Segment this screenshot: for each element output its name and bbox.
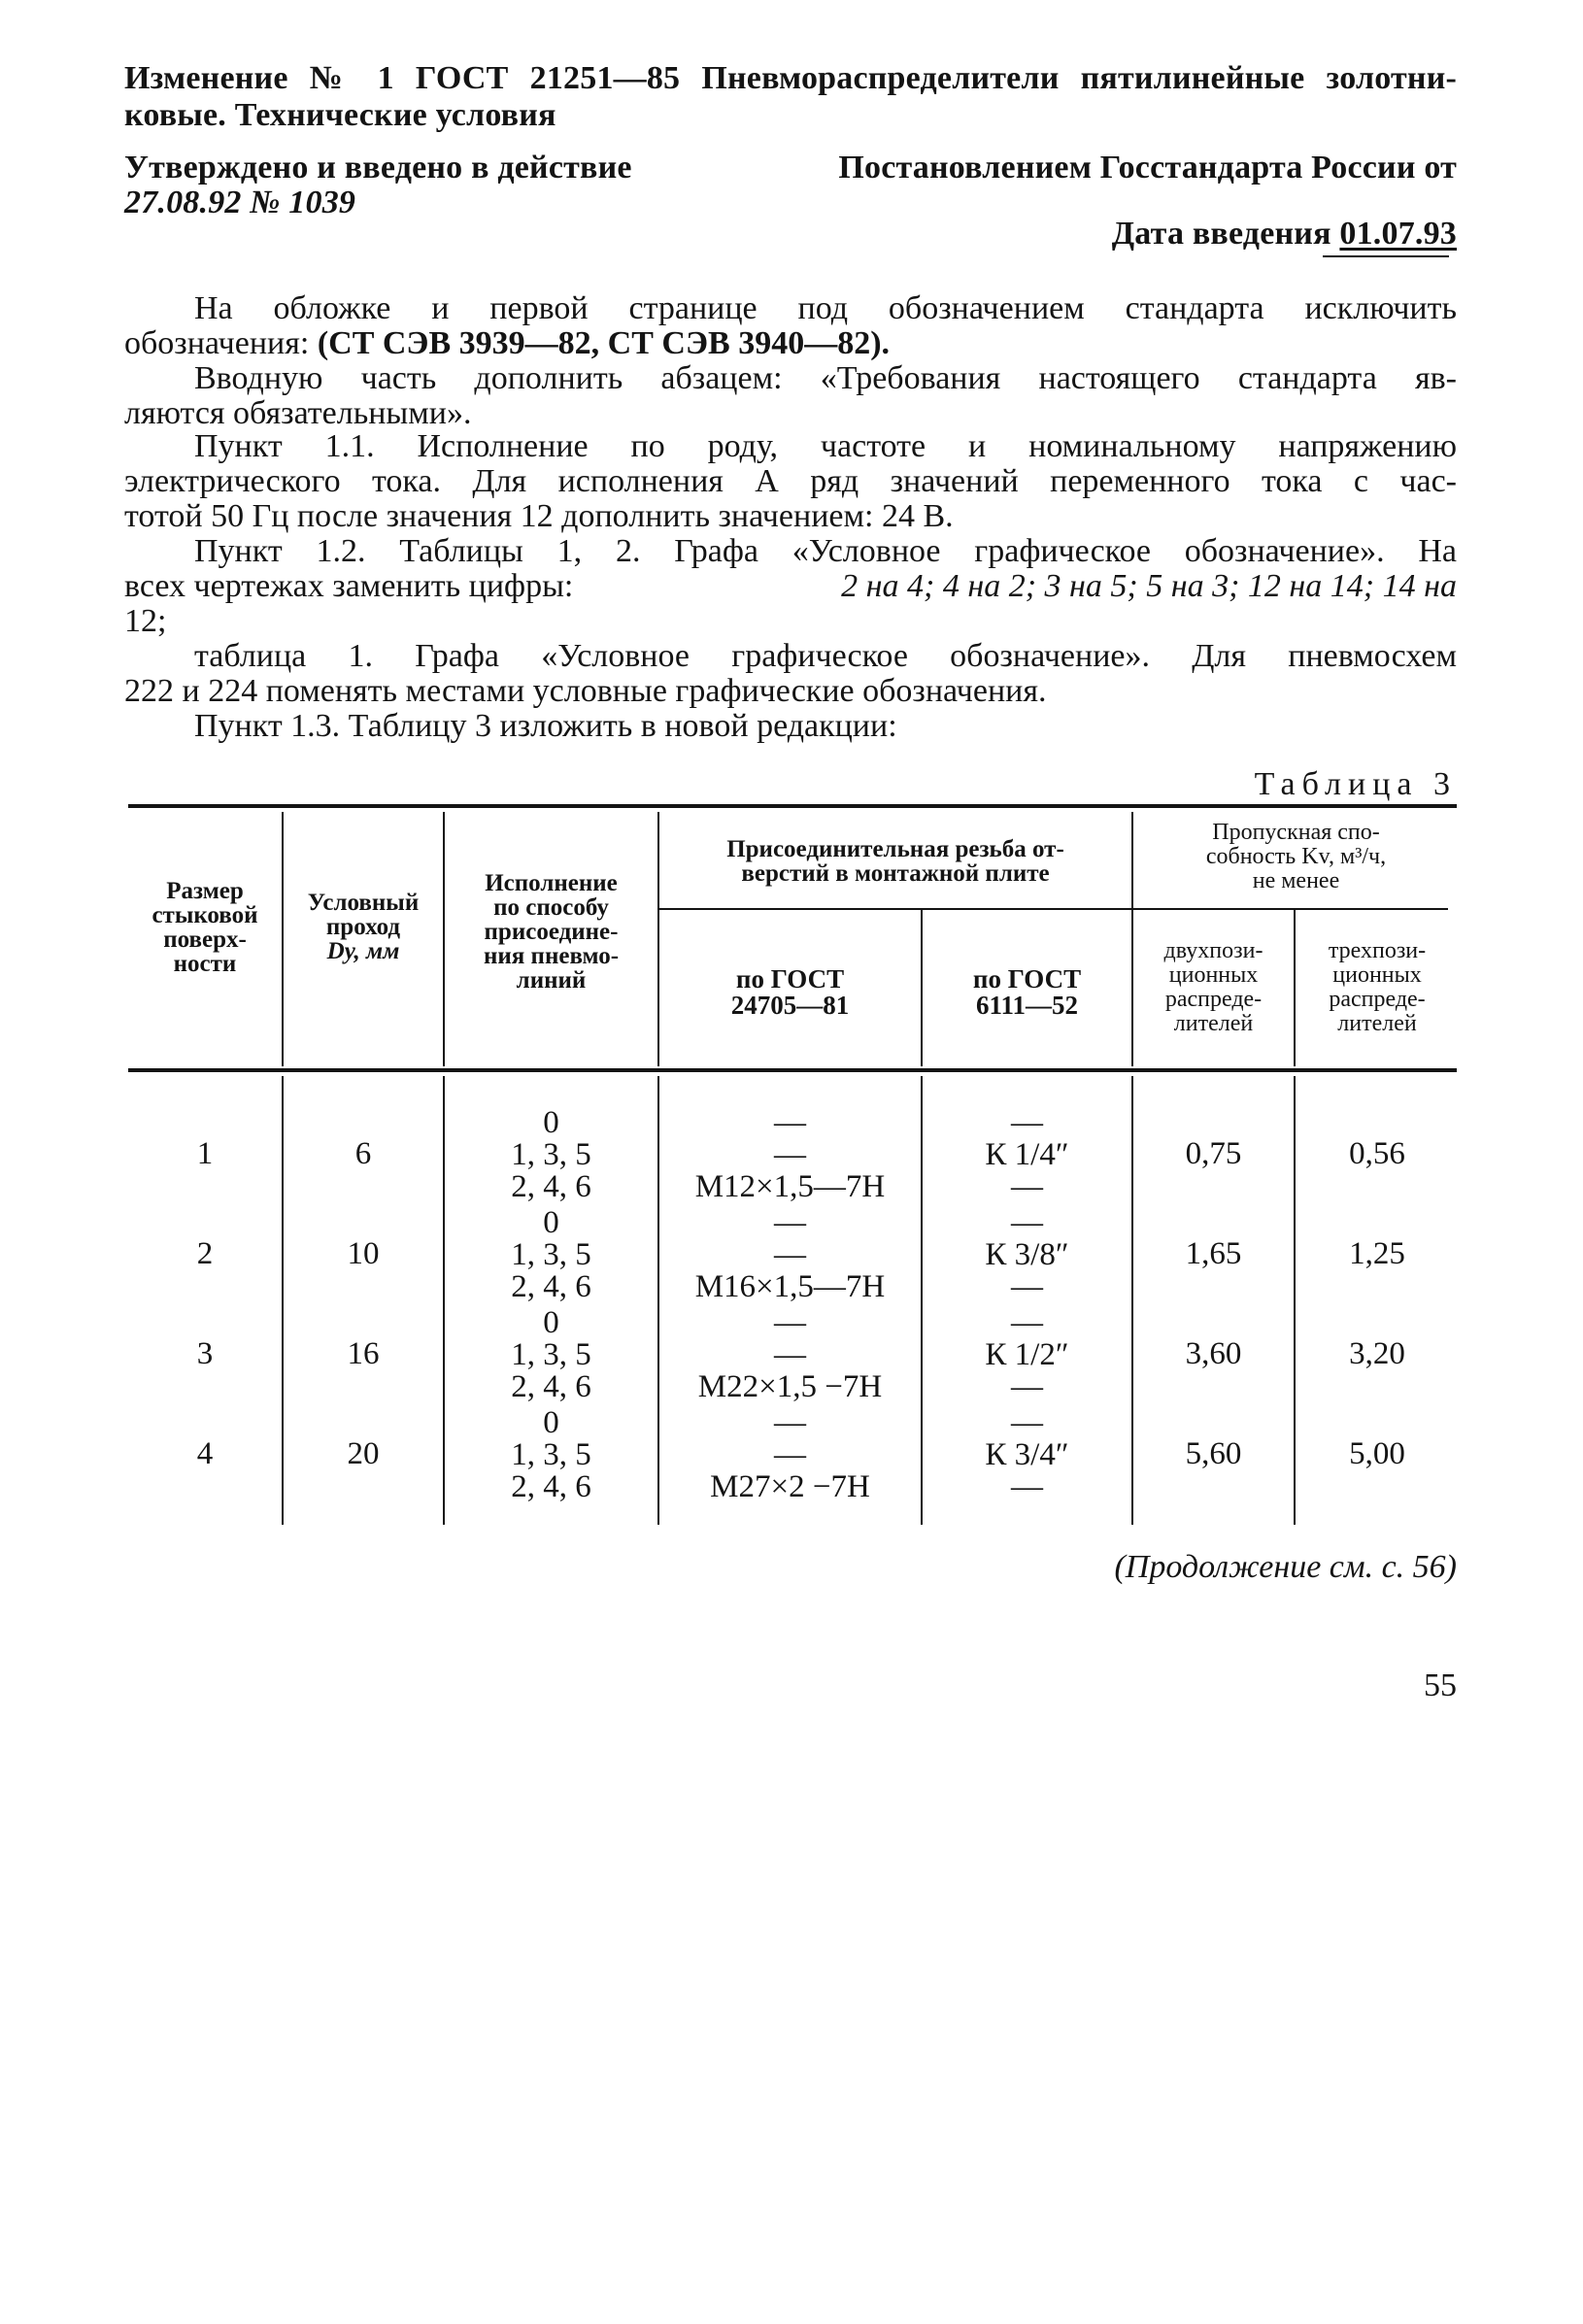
header-line-1: Изменение № 1 ГОСТ 21251—85 Пневмораспределители пятилинейные золотни- bbox=[124, 60, 1457, 96]
body-vline-2 bbox=[443, 1076, 445, 1525]
cell-gost2-1: К 1/4″ bbox=[985, 1137, 1069, 1172]
cell-size: 3 bbox=[196, 1336, 214, 1371]
th-size-l3: поверх- bbox=[163, 926, 247, 953]
p5-line-1: таблица 1. Графа «Условное графическое обозначение». Для пневмосхем bbox=[194, 638, 1457, 674]
cell-three-pos: 3,20 bbox=[1349, 1336, 1405, 1371]
page-number: 55 bbox=[1424, 1667, 1457, 1703]
p3-line-1: Пункт 1.1. Исполнение по роду, частоте и номинальному напряжению bbox=[194, 428, 1457, 464]
p1-line-2 bbox=[124, 326, 1457, 361]
approved-right: Постановлением Госстандарта России от bbox=[838, 150, 1457, 185]
th-size-l4: ности bbox=[173, 951, 237, 977]
th-three-l2: ционных bbox=[1332, 962, 1422, 988]
header-line-2: ковые. Технические условия bbox=[124, 97, 556, 133]
cell-gost2-1: К 3/8″ bbox=[985, 1237, 1069, 1272]
cell-gost1 bbox=[661, 1107, 919, 1203]
cell-exec-2: 2, 4, 6 bbox=[511, 1369, 591, 1404]
cell-gost1-0: — bbox=[774, 1105, 806, 1140]
th-two-l4: лителей bbox=[1173, 1011, 1254, 1036]
body-vline-3 bbox=[657, 1076, 659, 1525]
th-thread-l2: верстий в монтажной плите bbox=[741, 860, 1050, 887]
cell-exec-1: 1, 3, 5 bbox=[511, 1237, 591, 1272]
intro-date bbox=[971, 216, 1457, 253]
cell-exec-1: 1, 3, 5 bbox=[511, 1337, 591, 1372]
cell-gost2-2: — bbox=[1011, 1469, 1043, 1504]
cell-gost2-2: — bbox=[1011, 1269, 1043, 1304]
cell-gost1-0: — bbox=[774, 1405, 806, 1440]
cell-exec-1: 1, 3, 5 bbox=[511, 1437, 591, 1472]
cell-gost1-2: М22×1,5 −7Н bbox=[697, 1369, 883, 1404]
cell-gost2-0: — bbox=[1011, 1105, 1043, 1140]
cell-gost2-2: — bbox=[1011, 1169, 1043, 1204]
cell-three-pos: 0,56 bbox=[1349, 1136, 1405, 1171]
cell-gost1-0: — bbox=[774, 1205, 806, 1240]
intro-date-value: 01.07.93 bbox=[1339, 216, 1457, 252]
cell-exec bbox=[447, 1407, 656, 1503]
cell-gost1 bbox=[661, 1407, 919, 1503]
hdr-vline-2 bbox=[443, 812, 445, 1066]
cell-two-pos: 3,60 bbox=[1185, 1336, 1242, 1371]
th-three-l4: лителей bbox=[1337, 1011, 1417, 1036]
cell-size: 1 bbox=[196, 1136, 214, 1171]
cell-gost2-0: — bbox=[1011, 1205, 1043, 1240]
cell-gost1-2: М12×1,5—7Н bbox=[694, 1169, 886, 1204]
th-flow-l2: собность Kv, м³/ч, bbox=[1205, 844, 1387, 869]
cell-gost2-0: — bbox=[1011, 1305, 1043, 1340]
th-thread-group bbox=[661, 837, 1129, 886]
hdr-vline-1 bbox=[282, 812, 284, 1066]
cell-gost2 bbox=[925, 1307, 1129, 1403]
date-rule bbox=[1323, 255, 1449, 257]
p4-line-1: Пункт 1.2. Таблицы 1, 2. Графа «Условное графическое обозначение». На bbox=[194, 533, 1457, 569]
cell-gost2-1: К 1/2″ bbox=[985, 1337, 1069, 1372]
p6-line-1: Пункт 1.3. Таблицу 3 изложить в новой редакции: bbox=[194, 708, 897, 744]
cell-two-pos: 0,75 bbox=[1185, 1136, 1242, 1171]
hdr-vline-4 bbox=[921, 910, 923, 1066]
th-exec bbox=[447, 871, 656, 993]
th-gost2-l2: 6111—52 bbox=[975, 991, 1079, 1020]
cell-gost1-1: — bbox=[774, 1137, 806, 1172]
cell-exec-1: 1, 3, 5 bbox=[511, 1137, 591, 1172]
p4-line-2-text: всех чертежах заменить цифры: bbox=[124, 568, 574, 604]
th-two-l2: ционных bbox=[1168, 962, 1259, 988]
cell-two-pos: 1,65 bbox=[1185, 1236, 1242, 1271]
cell-gost1 bbox=[661, 1307, 919, 1403]
p3-line-3: тотой 50 Гц после значения 12 дополнить значением: 24 В. bbox=[124, 498, 954, 534]
table-top-rule bbox=[128, 804, 1457, 808]
cell-exec-2: 2, 4, 6 bbox=[511, 1269, 591, 1304]
hdr-vline-6 bbox=[1294, 910, 1296, 1066]
p3-line-2: электрического тока. Для исполнения А ряд значений переменного тока с час- bbox=[124, 463, 1457, 499]
p1-line-2-text: обозначения: bbox=[124, 325, 310, 361]
th-size bbox=[130, 879, 280, 976]
cell-three-pos: 5,00 bbox=[1349, 1436, 1405, 1471]
th-three-l3: распреде- bbox=[1329, 987, 1426, 1012]
th-thread-l1: Присоединительная резьба от- bbox=[726, 836, 1064, 862]
p4-line-2-replacements: 2 на 4; 4 на 2; 3 на 5; 5 на 3; 12 на 14; 14 на bbox=[841, 568, 1457, 604]
th-exec-l1: Исполнение bbox=[485, 870, 618, 896]
continuation-note: (Продолжение см. с. 56) bbox=[1114, 1549, 1457, 1585]
th-size-l1: Размер bbox=[166, 878, 244, 904]
cell-gost2 bbox=[925, 1407, 1129, 1503]
cell-exec-2: 2, 4, 6 bbox=[511, 1469, 591, 1504]
cell-gost1-2: М27×2 −7Н bbox=[710, 1469, 870, 1504]
th-bore-symbol: Dу, мм bbox=[326, 938, 400, 964]
cell-exec-0: 0 bbox=[543, 1405, 559, 1440]
cell-exec-0: 0 bbox=[543, 1105, 559, 1140]
th-gost1 bbox=[661, 966, 919, 1019]
table-subheader-rule bbox=[659, 908, 1448, 910]
cell-gost2-1: К 3/4″ bbox=[985, 1437, 1069, 1472]
cell-gost1-0: — bbox=[774, 1305, 806, 1340]
p2-line-1: Вводную часть дополнить абзацем: «Требования настоящего стандарта яв- bbox=[194, 360, 1457, 396]
approved-decree: 27.08.92 № 1039 bbox=[124, 185, 356, 220]
cell-gost1-1: — bbox=[774, 1437, 806, 1472]
cell-bore: 6 bbox=[354, 1136, 372, 1171]
cell-bore: 10 bbox=[347, 1236, 380, 1271]
th-gost2-l1: по ГОСТ bbox=[972, 964, 1082, 994]
p2-line-2: ляются обязательными». bbox=[124, 395, 472, 431]
th-bore bbox=[286, 891, 441, 963]
cell-gost2 bbox=[925, 1207, 1129, 1303]
cell-bore: 20 bbox=[347, 1436, 380, 1471]
body-vline-4 bbox=[921, 1076, 923, 1525]
cell-three-pos: 1,25 bbox=[1349, 1236, 1405, 1271]
th-two-l1: двухпози- bbox=[1163, 938, 1263, 963]
p5-line-2: 222 и 224 поменять местами условные графические обозначения. bbox=[124, 673, 1047, 709]
cell-size: 2 bbox=[196, 1236, 214, 1271]
hdr-vline-3 bbox=[657, 812, 659, 1066]
cell-gost2-2: — bbox=[1011, 1369, 1043, 1404]
cell-exec-0: 0 bbox=[543, 1205, 559, 1240]
cell-exec-2: 2, 4, 6 bbox=[511, 1169, 591, 1204]
th-gost1-l2: 24705—81 bbox=[730, 991, 850, 1020]
cell-bore: 16 bbox=[347, 1336, 380, 1371]
th-flow-group bbox=[1135, 821, 1457, 893]
approved-left: Утверждено и введено в действие bbox=[124, 150, 632, 185]
hdr-vline-5 bbox=[1131, 812, 1133, 1066]
body-vline-5 bbox=[1131, 1076, 1133, 1525]
cell-size: 4 bbox=[196, 1436, 214, 1471]
cell-gost2-0: — bbox=[1011, 1405, 1043, 1440]
th-exec-l5: линий bbox=[516, 967, 587, 994]
th-flow-l3: не менее bbox=[1252, 868, 1340, 893]
table-caption: Таблица 3 bbox=[1254, 766, 1457, 802]
th-gost1-l1: по ГОСТ bbox=[735, 964, 845, 994]
cell-gost1-1: — bbox=[774, 1237, 806, 1272]
th-flow-l1: Пропускная спо- bbox=[1212, 820, 1380, 845]
cell-exec bbox=[447, 1207, 656, 1303]
th-gost2 bbox=[925, 966, 1129, 1019]
cell-exec bbox=[447, 1307, 656, 1403]
p1-line-1: На обложке и первой странице под обозначением стандарта исключить bbox=[194, 290, 1457, 326]
th-size-l2: стыковой bbox=[152, 902, 258, 928]
cell-gost1 bbox=[661, 1207, 919, 1303]
body-vline-6 bbox=[1294, 1076, 1296, 1525]
th-exec-l3: присоедине- bbox=[484, 919, 619, 945]
th-two-l3: распреде- bbox=[1164, 987, 1263, 1012]
th-bore-l1: Условный bbox=[307, 890, 420, 916]
cell-gost1-1: — bbox=[774, 1337, 806, 1372]
th-three-pos bbox=[1297, 939, 1457, 1036]
p4-line-3: 12; bbox=[124, 603, 167, 639]
th-exec-l2: по способу bbox=[493, 894, 609, 921]
table-header-rule bbox=[128, 1068, 1457, 1072]
cell-gost1-2: М16×1,5—7Н bbox=[694, 1269, 886, 1304]
th-three-l1: трехпози- bbox=[1328, 938, 1427, 963]
p4-line-2 bbox=[124, 569, 1457, 604]
intro-date-label: Дата введения bbox=[1111, 216, 1331, 252]
cell-exec bbox=[447, 1107, 656, 1203]
th-two-pos bbox=[1135, 939, 1292, 1036]
body-vline-1 bbox=[282, 1076, 284, 1525]
cell-two-pos: 5,60 bbox=[1185, 1436, 1242, 1471]
p1-line-2-designations: (СТ СЭВ 3939—82, СТ СЭВ 3940—82). bbox=[317, 325, 891, 361]
cell-gost2 bbox=[925, 1107, 1129, 1203]
th-exec-l4: ния пневмо- bbox=[483, 943, 620, 969]
th-bore-l2: проход bbox=[325, 914, 401, 940]
cell-exec-0: 0 bbox=[543, 1305, 559, 1340]
